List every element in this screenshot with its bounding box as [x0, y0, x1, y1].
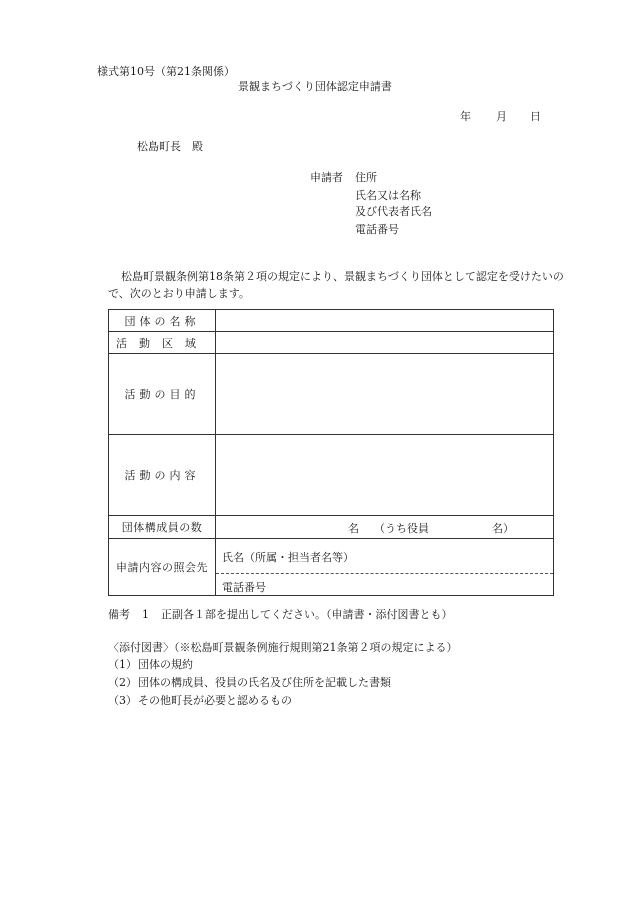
attachment-number: （1）	[108, 658, 137, 671]
application-table	[108, 309, 554, 596]
member-count-label: 団体構成員の数	[109, 516, 216, 539]
attachment-text: 団体の構成員、役員の氏名及び住所を記載した書類	[138, 676, 391, 689]
list-item	[108, 676, 391, 690]
form-number: 様式第10号（第21条関係）	[97, 65, 235, 78]
document-title: 景観まちづくり団体認定申請書	[238, 80, 392, 93]
activity-area-label: 活動区域	[109, 332, 216, 354]
attachments-heading: 〈添付図書〉（※松島町景観条例施行規則第21条第２項の規定による）	[108, 641, 458, 654]
officers-suffix: 名）	[492, 522, 514, 535]
note-number: 1	[142, 608, 149, 621]
table-row	[109, 539, 554, 596]
list-item	[108, 694, 292, 708]
applicant-address-label: 住所	[355, 171, 377, 184]
attachment-number: （3）	[108, 694, 137, 707]
contact-field[interactable]	[216, 539, 554, 596]
activity-content-label: 活動の内容	[109, 435, 216, 516]
activity-purpose-field[interactable]	[216, 354, 554, 435]
dashed-divider	[216, 573, 553, 574]
member-unit: 名	[348, 522, 359, 535]
contact-label: 申請内容の照会先	[109, 539, 216, 596]
applicant-name-label-2: 及び代表者氏名	[355, 205, 432, 218]
activity-area-field[interactable]	[216, 332, 554, 354]
note-label: 備考	[108, 608, 130, 621]
activity-purpose-label: 活動の目的	[109, 354, 216, 435]
attachment-number: （2）	[108, 676, 137, 689]
table-row	[109, 516, 554, 539]
addressee-name: 松島町長	[137, 140, 181, 153]
group-name-label: 団体の名称	[109, 310, 216, 332]
note-text: 正副各１部を提出してください。（申請書・添付図書とも）	[161, 608, 453, 621]
date-year: 年	[460, 110, 471, 123]
addressee	[137, 140, 203, 154]
group-name-field[interactable]	[216, 310, 554, 332]
contact-name-label: 氏名（所属・担当者名等）	[222, 551, 354, 564]
applicant-name-label-1: 氏名又は名称	[355, 189, 421, 202]
applicant-label: 申請者	[310, 171, 343, 184]
member-count-field[interactable]	[216, 516, 554, 539]
officers-prefix: （うち役員	[374, 522, 429, 535]
table-row	[109, 354, 554, 435]
table-row	[109, 310, 554, 332]
date-day: 日	[530, 110, 541, 123]
list-item	[108, 658, 193, 672]
attachment-text: 団体の規約	[138, 658, 193, 671]
application-statement: 松島町景観条例第18条第２項の規定により、景観まちづくり団体として認定を受けたいので、次のとおり申請します。	[108, 270, 564, 300]
contact-phone-label: 電話番号	[222, 581, 266, 594]
attachment-text: その他町長が必要と認めるもの	[138, 694, 292, 707]
activity-content-field[interactable]	[216, 435, 554, 516]
table-row	[109, 435, 554, 516]
table-row	[109, 332, 554, 354]
addressee-honorific: 殿	[192, 140, 203, 153]
applicant-phone-label: 電話番号	[355, 223, 399, 236]
note	[108, 608, 453, 622]
date-month: 月	[496, 110, 507, 123]
